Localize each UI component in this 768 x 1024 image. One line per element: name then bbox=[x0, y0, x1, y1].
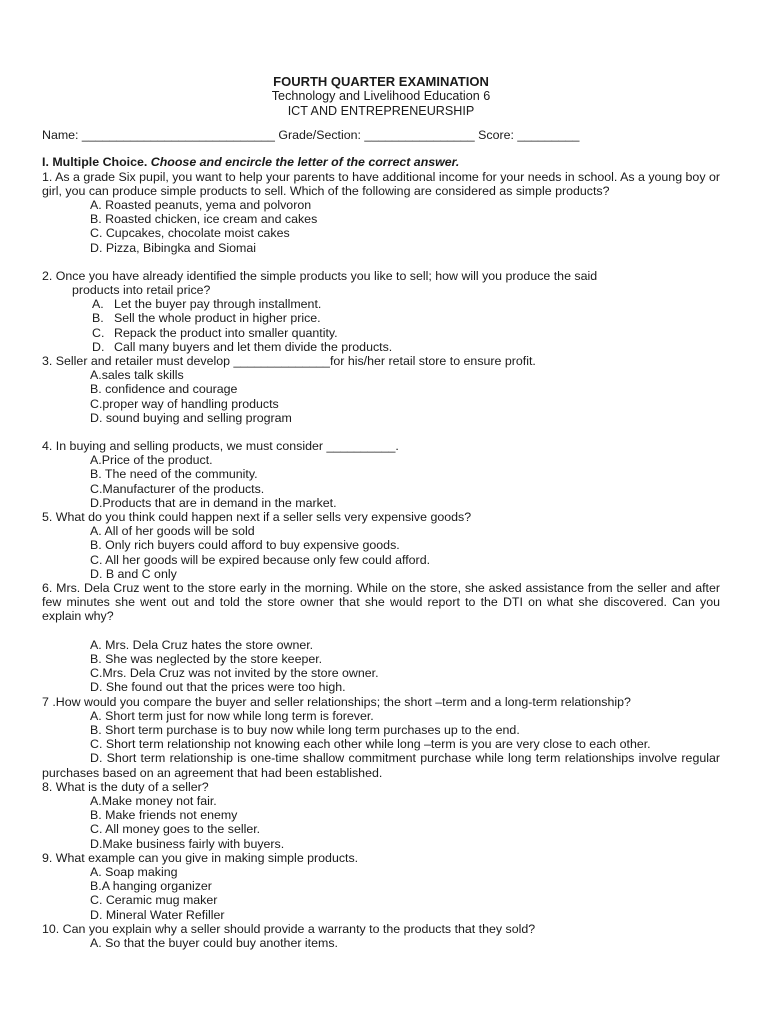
question-6 bbox=[42, 581, 720, 694]
choice: D. sound buying and selling program bbox=[90, 410, 292, 425]
question-5 bbox=[42, 510, 720, 581]
choice-letter: C. bbox=[92, 325, 105, 340]
choice: A. All of her goods will be sold bbox=[90, 524, 255, 539]
choice: A.Price of the product. bbox=[90, 453, 213, 468]
choice: A. Roasted peanuts, yema and polvoron bbox=[90, 198, 312, 212]
question-text-line2: products into retail price? bbox=[72, 283, 211, 298]
choice: A.sales talk skills bbox=[90, 368, 184, 383]
choice: D. B and C only bbox=[90, 566, 177, 581]
question-text: 9. What example can you give in making simple products. bbox=[42, 850, 359, 865]
choice bbox=[92, 340, 720, 354]
question-text: 7 .How would you compare the buyer and seller relationships; the short –term and a long-term relationship? bbox=[42, 694, 631, 709]
question-10 bbox=[42, 922, 720, 950]
choice: C.proper way of handling products bbox=[90, 396, 279, 411]
choice-list bbox=[42, 524, 720, 581]
choice: D. Pizza, Bibingka and Siomai bbox=[90, 240, 256, 255]
choice bbox=[92, 297, 720, 311]
choice: D.Products that are in demand in the market. bbox=[90, 495, 337, 510]
question-2 bbox=[42, 269, 720, 354]
name-grade-score-line: Name: ____________________________ Grade/Section: ________________ Score: _________ bbox=[42, 128, 580, 143]
choice-text: Let the buyer pay through installment. bbox=[114, 297, 322, 312]
choice bbox=[92, 326, 720, 340]
choice: C. Ceramic mug maker bbox=[90, 893, 218, 908]
question-8 bbox=[42, 780, 720, 851]
choice: B. The need of the community. bbox=[90, 467, 258, 482]
choice: B. Short term purchase is to buy now while long term purchases up to the end. bbox=[90, 722, 520, 737]
question-text: 6. Mrs. Dela Cruz went to the store early in the morning. While on the store, she asked assistance from the seller and after few minutes she went out and told the store owner that she would report to the DTI on what she discovered. Can you explain why? bbox=[42, 581, 720, 624]
section-title: I. Multiple Choice. bbox=[42, 155, 148, 170]
choice: B. Make friends not enemy bbox=[90, 808, 238, 823]
choice: C. All money goes to the seller. bbox=[90, 822, 261, 837]
choice-list bbox=[42, 865, 720, 922]
question-text bbox=[42, 269, 720, 297]
exam-subject: Technology and Livelihood Education 6 bbox=[271, 89, 491, 103]
question-1 bbox=[42, 170, 720, 255]
spacer bbox=[42, 425, 720, 439]
choice: C. All her goods will be expired because only few could afford. bbox=[90, 552, 431, 567]
choice-list bbox=[42, 453, 720, 510]
exam-strand: ICT AND ENTREPRENEURSHIP bbox=[287, 103, 475, 118]
choice: A.Make money not fair. bbox=[90, 793, 217, 808]
question-3 bbox=[42, 354, 720, 425]
spacer bbox=[42, 624, 720, 638]
choice: A. Soap making bbox=[90, 864, 178, 879]
choice-text: Call many buyers and let them divide the products. bbox=[114, 339, 393, 354]
choice: D. Mineral Water Refiller bbox=[90, 907, 225, 922]
choice bbox=[92, 311, 720, 325]
choice-list bbox=[42, 936, 720, 950]
choice: A. So that the buyer could buy another items. bbox=[90, 935, 338, 950]
question-7 bbox=[42, 695, 720, 780]
choice: D. She found out that the prices were too high. bbox=[90, 680, 346, 695]
section-instruction: Choose and encircle the letter of the correct answer. bbox=[150, 155, 460, 170]
exam-title: FOURTH QUARTER EXAMINATION bbox=[273, 74, 489, 89]
question-4 bbox=[42, 439, 720, 510]
choice: D.Make business fairly with buyers. bbox=[90, 836, 285, 851]
choice-list bbox=[42, 638, 720, 695]
choice-text: Sell the whole product in higher price. bbox=[114, 311, 321, 326]
question-text-line1: 2. Once you have already identified the simple products you like to sell; how will you produce the said bbox=[42, 268, 598, 283]
choice-list bbox=[42, 297, 720, 354]
question-text: 8. What is the duty of a seller? bbox=[42, 779, 209, 794]
choice-letter: A. bbox=[92, 297, 104, 312]
spacer bbox=[42, 255, 720, 269]
question-text: 1. As a grade Six pupil, you want to help your parents to have additional income for your needs in school. As a young boy or girl, you can produce simple products to sell. Which of the following are considered as simple products? bbox=[42, 169, 720, 198]
choice-list bbox=[42, 198, 720, 255]
choice: C. Short term relationship not knowing each other while long –term is you are very close to each other. bbox=[90, 737, 651, 752]
choice: B. She was neglected by the store keeper. bbox=[90, 651, 323, 666]
choice: D. Short term relationship is one-time shallow commitment purchase while long term relationships involve regular purchases based on an agreement that had been established. bbox=[42, 751, 720, 780]
choice: B. Only rich buyers could afford to buy expensive goods. bbox=[90, 538, 400, 553]
choice: B. Roasted chicken, ice cream and cakes bbox=[90, 212, 318, 227]
choice: C.Manufacturer of the products. bbox=[90, 481, 265, 496]
question-text: 4. In buying and selling products, we must consider __________. bbox=[42, 439, 399, 454]
choice: B.A hanging organizer bbox=[90, 879, 212, 894]
question-text: 10. Can you explain why a seller should provide a warranty to the products that they sold? bbox=[42, 921, 536, 936]
choice-list bbox=[42, 368, 720, 425]
section-heading bbox=[42, 155, 720, 169]
choice: A. Mrs. Dela Cruz hates the store owner. bbox=[90, 637, 314, 652]
choice-text: Repack the product into smaller quantity. bbox=[114, 325, 338, 340]
choice: C.Mrs. Dela Cruz was not invited by the store owner. bbox=[90, 666, 379, 681]
question-9 bbox=[42, 851, 720, 922]
choice-letter: D. bbox=[92, 339, 105, 354]
choice: C. Cupcakes, chocolate moist cakes bbox=[90, 226, 290, 241]
choice-list bbox=[42, 794, 720, 851]
question-text: 3. Seller and retailer must develop ______________for his/her retail store to ensure profit. bbox=[42, 354, 536, 369]
choice: A. Short term just for now while long term is forever. bbox=[90, 708, 374, 723]
choice-letter: B. bbox=[92, 311, 104, 326]
question-text: 5. What do you think could happen next if a seller sells very expensive goods? bbox=[42, 510, 472, 525]
choice: B. confidence and courage bbox=[90, 382, 238, 397]
